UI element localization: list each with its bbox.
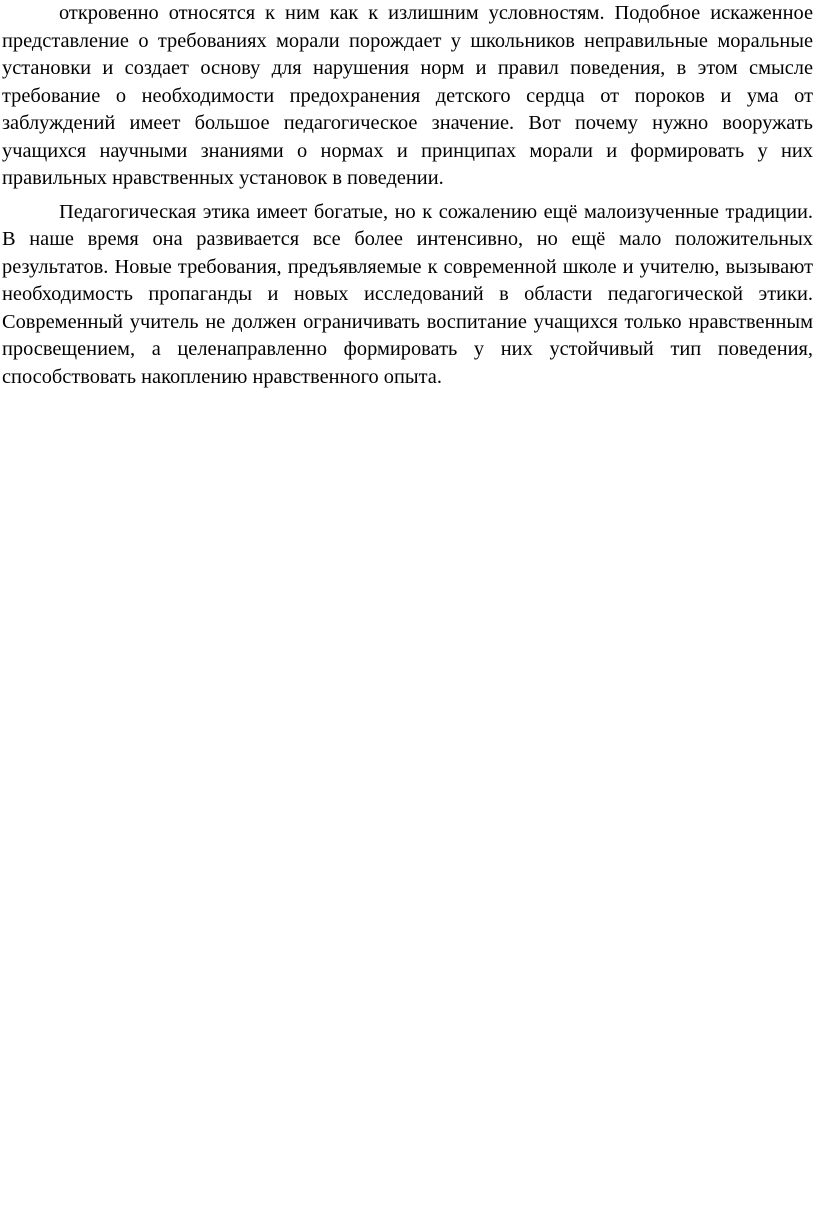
- document-body: [2, 0, 813, 391]
- paragraph-pedagogical-ethics: Педагогическая этика имеет богатые, но к сожалению ещё малоизученные традиции. В наше время она развивается все более интенсивно, но ещё мало положительных результатов. Новые требования, предъявляемые к современной школе и учителю, вызывают необходимость пропаганды и новых исследований в области педагогической этики. Современный учитель не должен ограничивать воспитание учащихся только нравственным просвещением, а целенаправленно формировать у них устойчивый тип поведения, способствовать накоплению нравственного опыта.: [2, 200, 813, 388]
- paragraph-moral-requirements: откровенно относятся к ним как к излишним условностям. Подобное искаженное представление о требованиях морали порождает у школьников неправильные моральные установки и создает основу для нарушения норм и правил поведения, в этом смысле требование о необходимости предохранения детского сердца от пороков и ума от заблуждений имеет большое педагогическое значение. Вот почему нужно вооружать учащихся научными знаниями о нормах и принципах морали и формировать у них правильных нравственных установок в поведении.: [2, 2, 813, 189]
